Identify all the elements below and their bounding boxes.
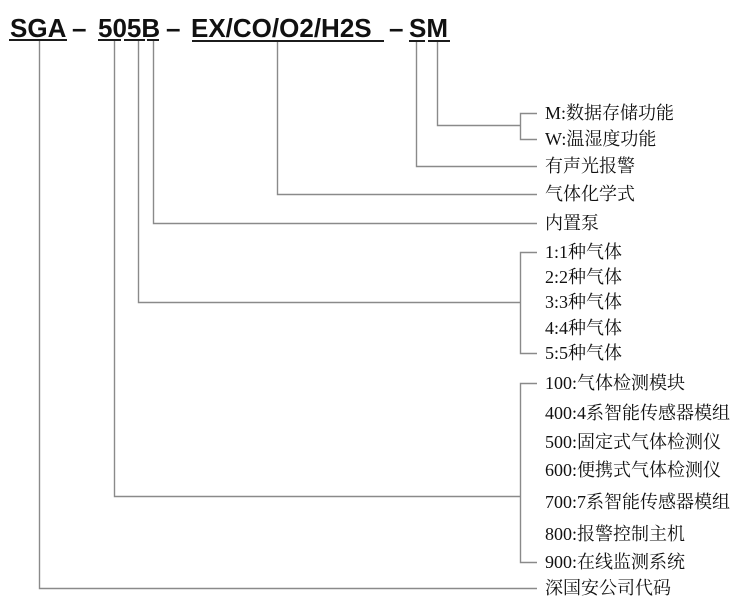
line-options (438, 42, 521, 126)
label-gas-count-1: 1:1种气体 (545, 242, 623, 262)
label-series-800: 800:报警控制主机 (545, 524, 686, 544)
label-gas-count-2: 2:2种气体 (545, 267, 623, 287)
code-separator-2: – (166, 13, 181, 43)
label-series-400: 400:4系智能传感器模组 (545, 403, 731, 423)
code-part-company: SGA (10, 13, 67, 43)
label-pump: 内置泵 (545, 213, 599, 233)
bracket-options (521, 114, 538, 140)
label-company-code: 深国安公司代码 (545, 578, 671, 598)
code-part-model: 505B (98, 13, 161, 43)
line-pump (154, 41, 538, 224)
line-gas-count (139, 41, 521, 303)
label-gas-count-3: 3:3种气体 (545, 292, 623, 312)
label-alarm: 有声光报警 (545, 156, 635, 176)
label-temp-humidity: W:温湿度功能 (545, 129, 657, 149)
label-gas-count-5: 5:5种气体 (545, 343, 623, 363)
label-data-storage: M:数据存储功能 (545, 103, 675, 123)
label-gas-formula: 气体化学式 (545, 184, 635, 204)
code-part-gases: EX/CO/O2/H2S (191, 13, 372, 43)
code-separator-1: – (72, 13, 87, 43)
bracket-series (521, 384, 538, 563)
code-part-options: SM (409, 13, 448, 43)
label-series-900: 900:在线监测系统 (545, 552, 686, 572)
line-gas-formula (278, 42, 538, 195)
line-series (115, 41, 521, 497)
bracket-gas-count (521, 253, 538, 354)
label-series-700: 700:7系智能传感器模组 (545, 492, 731, 512)
code-separator-3: – (389, 13, 404, 43)
label-gas-count-4: 4:4种气体 (545, 318, 623, 338)
label-series-100: 100:气体检测模块 (545, 373, 686, 393)
line-alarm (417, 42, 538, 167)
label-series-500: 500:固定式气体检测仪 (545, 432, 722, 452)
label-series-600: 600:便携式气体检测仪 (545, 460, 722, 480)
